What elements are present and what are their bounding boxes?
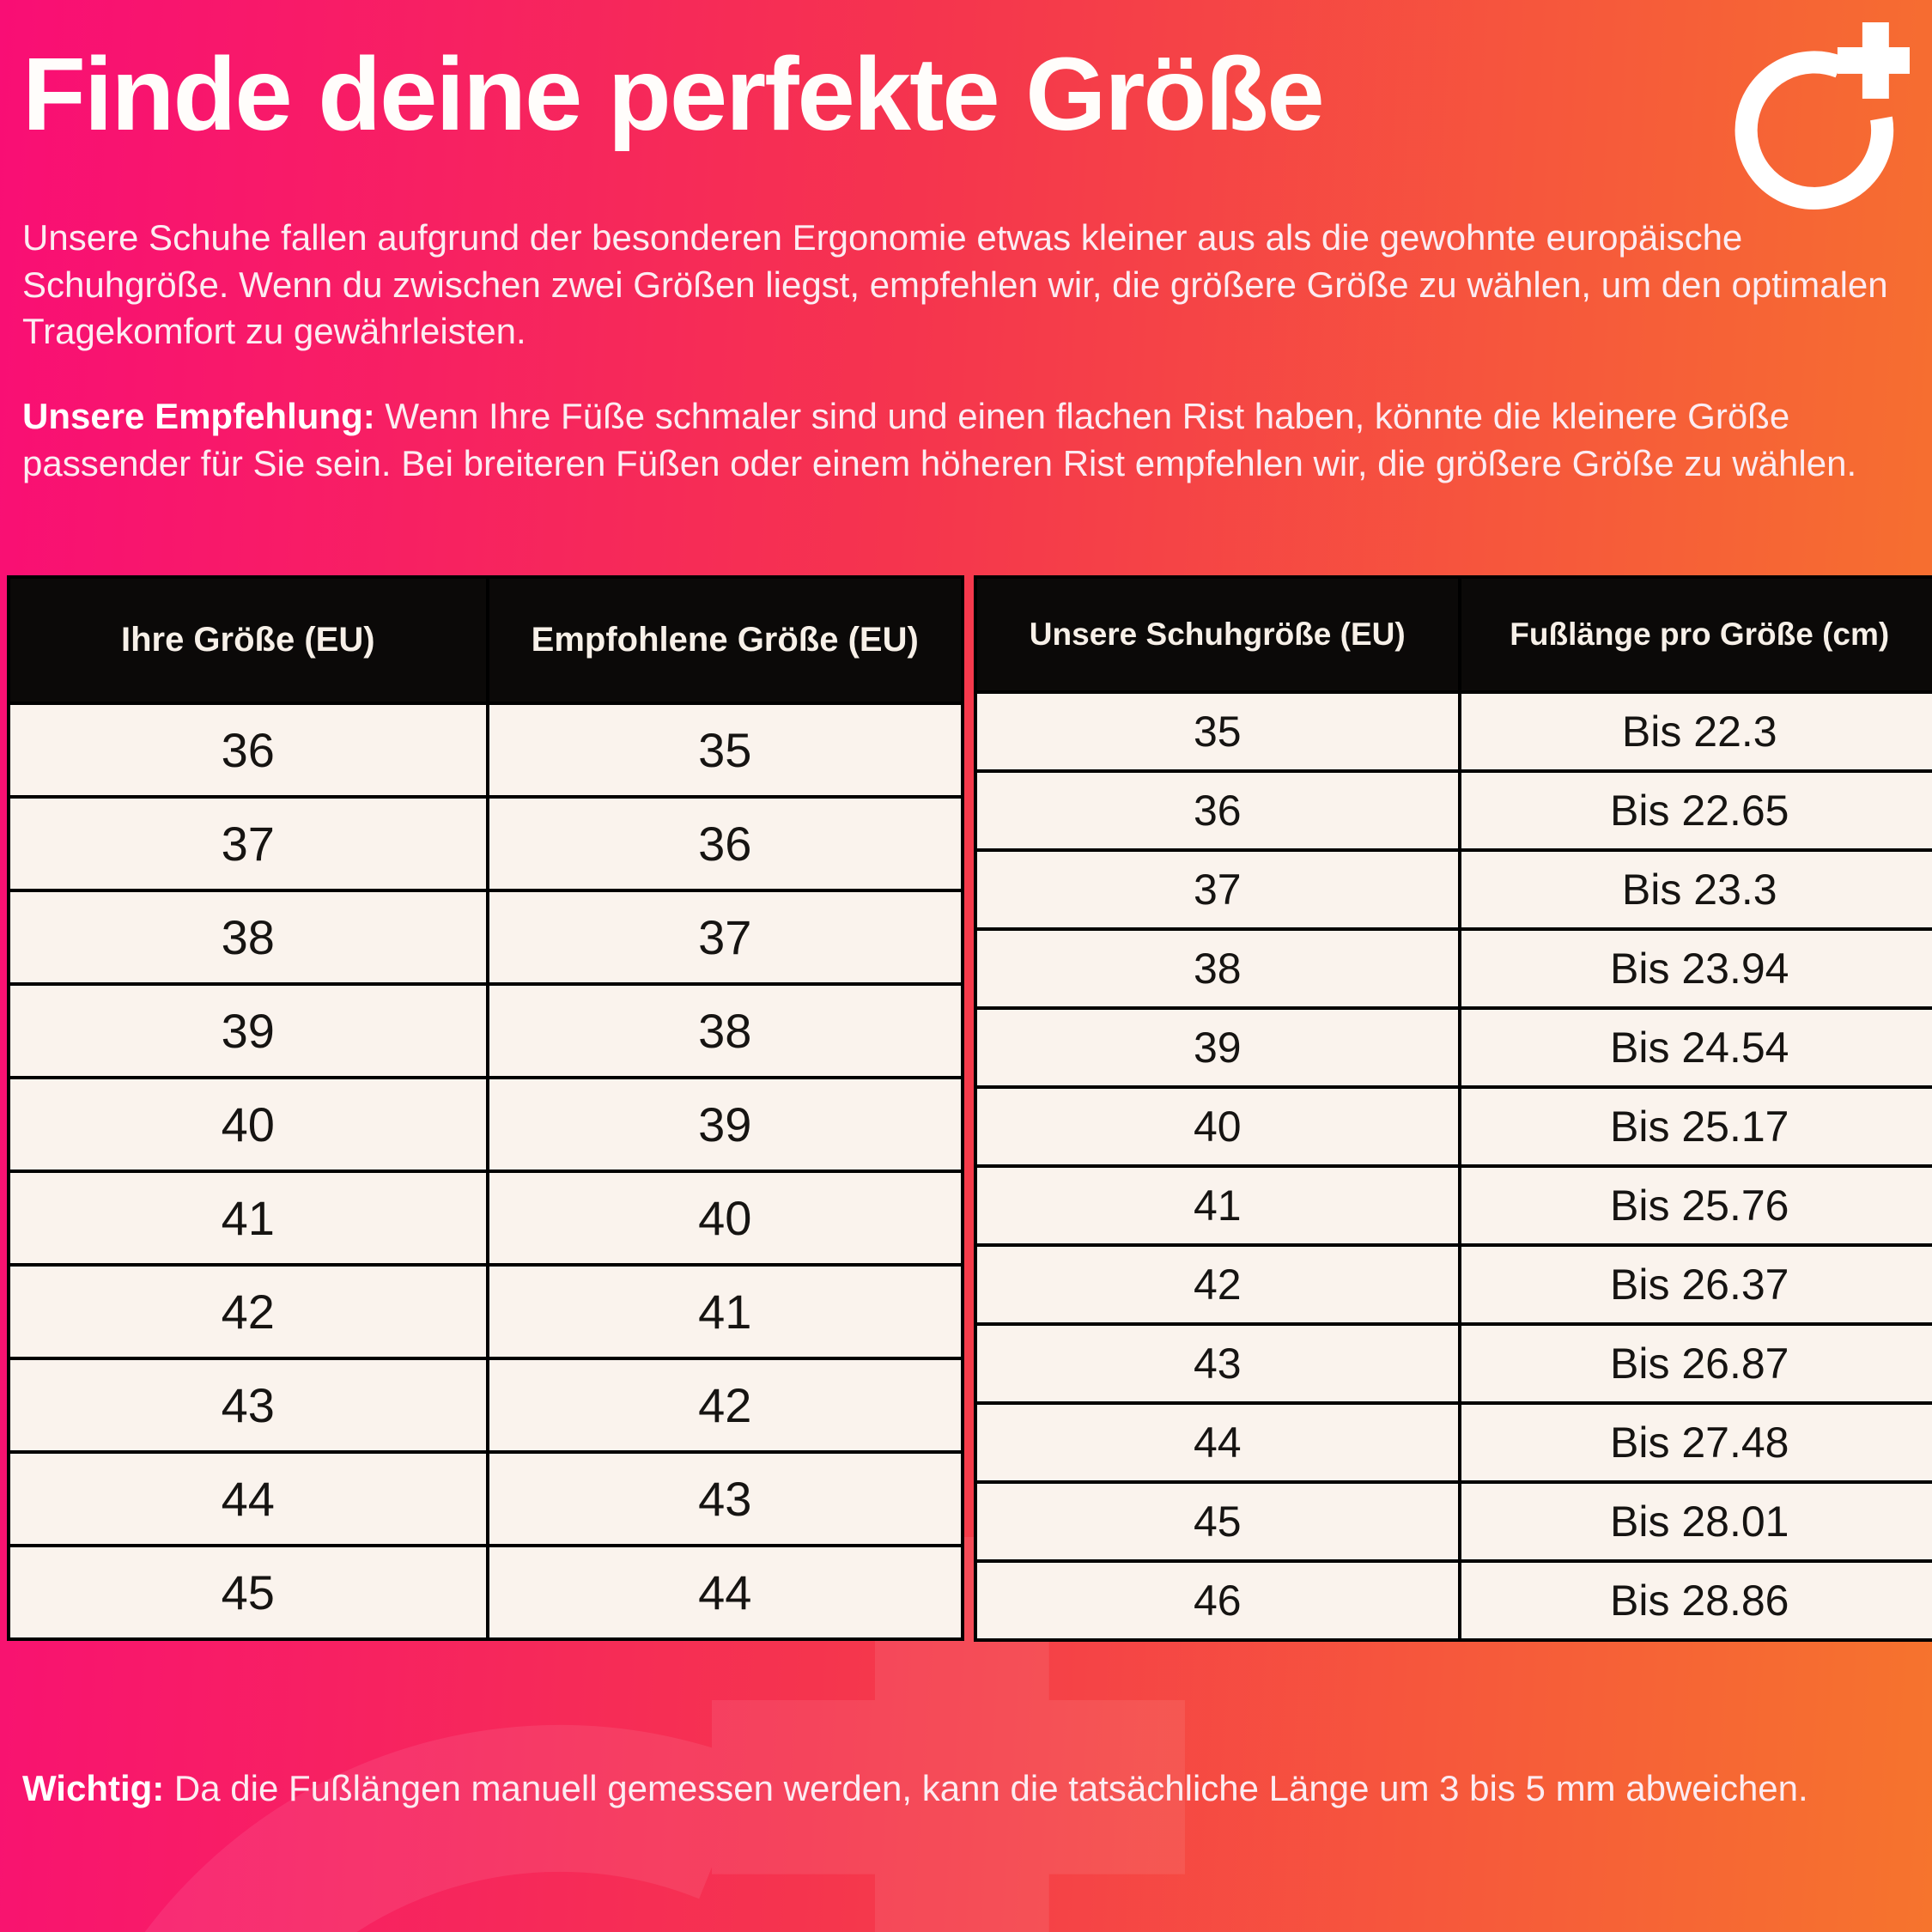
table-cell: 35 <box>486 702 962 795</box>
table-cell: 44 <box>486 1544 962 1637</box>
intro-text: Unsere Schuhe fallen aufgrund der besonderen Ergonomie etwas kleiner aus als die gewohnte europäische Schuhgröße. Wenn du zwischen zwei Größen liegst, empfehlen wir, die größere Größe zu wählen, um den optimalen Tragekomfort zu gewährleisten. <box>22 217 1888 352</box>
table-cell: 42 <box>486 1357 962 1450</box>
size-tables <box>7 575 1932 1642</box>
table-cell: Bis 28.01 <box>1458 1480 1932 1559</box>
table-cell: 37 <box>977 848 1458 927</box>
column-header-foot-length: Fußlänge pro Größe (cm) <box>1458 579 1932 690</box>
column-header-your-size: Ihre Größe (EU) <box>10 579 486 702</box>
note-text <box>22 1765 1877 1813</box>
column-header-recommended-size: Empfohlene Größe (EU) <box>486 579 962 702</box>
table-cell: Bis 24.54 <box>1458 1006 1932 1085</box>
table-cell: Bis 26.37 <box>1458 1243 1932 1322</box>
table-cell: Bis 22.3 <box>1458 690 1932 769</box>
table-cell: Bis 26.87 <box>1458 1322 1932 1401</box>
table-cell: 40 <box>10 1076 486 1170</box>
column-header-our-shoe-size: Unsere Schuhgröße (EU) <box>977 579 1458 690</box>
page-title: Finde deine perfekte Größe <box>22 35 1323 152</box>
table-cell: 41 <box>977 1164 1458 1243</box>
table-cell: 40 <box>486 1170 962 1263</box>
table-cell: Bis 23.3 <box>1458 848 1932 927</box>
table-cell: Bis 23.94 <box>1458 927 1932 1006</box>
table-cell: Bis 25.17 <box>1458 1085 1932 1164</box>
table-cell: 46 <box>977 1559 1458 1638</box>
recommendation-text <box>22 393 1911 487</box>
table-cell: 43 <box>977 1322 1458 1401</box>
table-cell: 45 <box>10 1544 486 1637</box>
table-cell: 41 <box>10 1170 486 1263</box>
table-cell: 35 <box>977 690 1458 769</box>
table-cell: 39 <box>10 982 486 1076</box>
note-body: Da die Fußlängen manuell gemessen werden, kann die tatsächliche Länge um 3 bis 5 mm abweichen. <box>164 1768 1808 1808</box>
size-conversion-table <box>7 575 964 1641</box>
table-cell: 39 <box>977 1006 1458 1085</box>
table-cell: Bis 27.48 <box>1458 1401 1932 1480</box>
table-cell: 36 <box>486 795 962 889</box>
recommendation-label: Unsere Empfehlung: <box>22 396 375 436</box>
table-cell: 37 <box>10 795 486 889</box>
table-cell: 42 <box>10 1263 486 1357</box>
table-cell: 36 <box>977 769 1458 848</box>
circle-plus-logo-icon <box>1710 22 1910 222</box>
table-cell: Bis 28.86 <box>1458 1559 1932 1638</box>
table-cell: 40 <box>977 1085 1458 1164</box>
table-cell: 41 <box>486 1263 962 1357</box>
table-cell: 44 <box>10 1450 486 1544</box>
table-cell: 38 <box>10 889 486 982</box>
table-cell: 43 <box>10 1357 486 1450</box>
table-cell: 37 <box>486 889 962 982</box>
table-cell: 42 <box>977 1243 1458 1322</box>
table-cell: 43 <box>486 1450 962 1544</box>
table-cell: Bis 25.76 <box>1458 1164 1932 1243</box>
foot-length-table <box>974 575 1932 1642</box>
note-label: Wichtig: <box>22 1768 165 1808</box>
table-cell: 44 <box>977 1401 1458 1480</box>
table-cell: Bis 22.65 <box>1458 769 1932 848</box>
table-cell: 45 <box>977 1480 1458 1559</box>
table-cell: 38 <box>977 927 1458 1006</box>
table-cell: 39 <box>486 1076 962 1170</box>
recommendation-body: Wenn Ihre Füße schmaler sind und einen flachen Rist haben, könnte die kleinere Größe passender für Sie sein. Bei breiteren Füßen oder einem höheren Rist empfehlen wir, die größere Größe zu wählen. <box>22 396 1857 483</box>
table-cell: 38 <box>486 982 962 1076</box>
table-cell: 36 <box>10 702 486 795</box>
